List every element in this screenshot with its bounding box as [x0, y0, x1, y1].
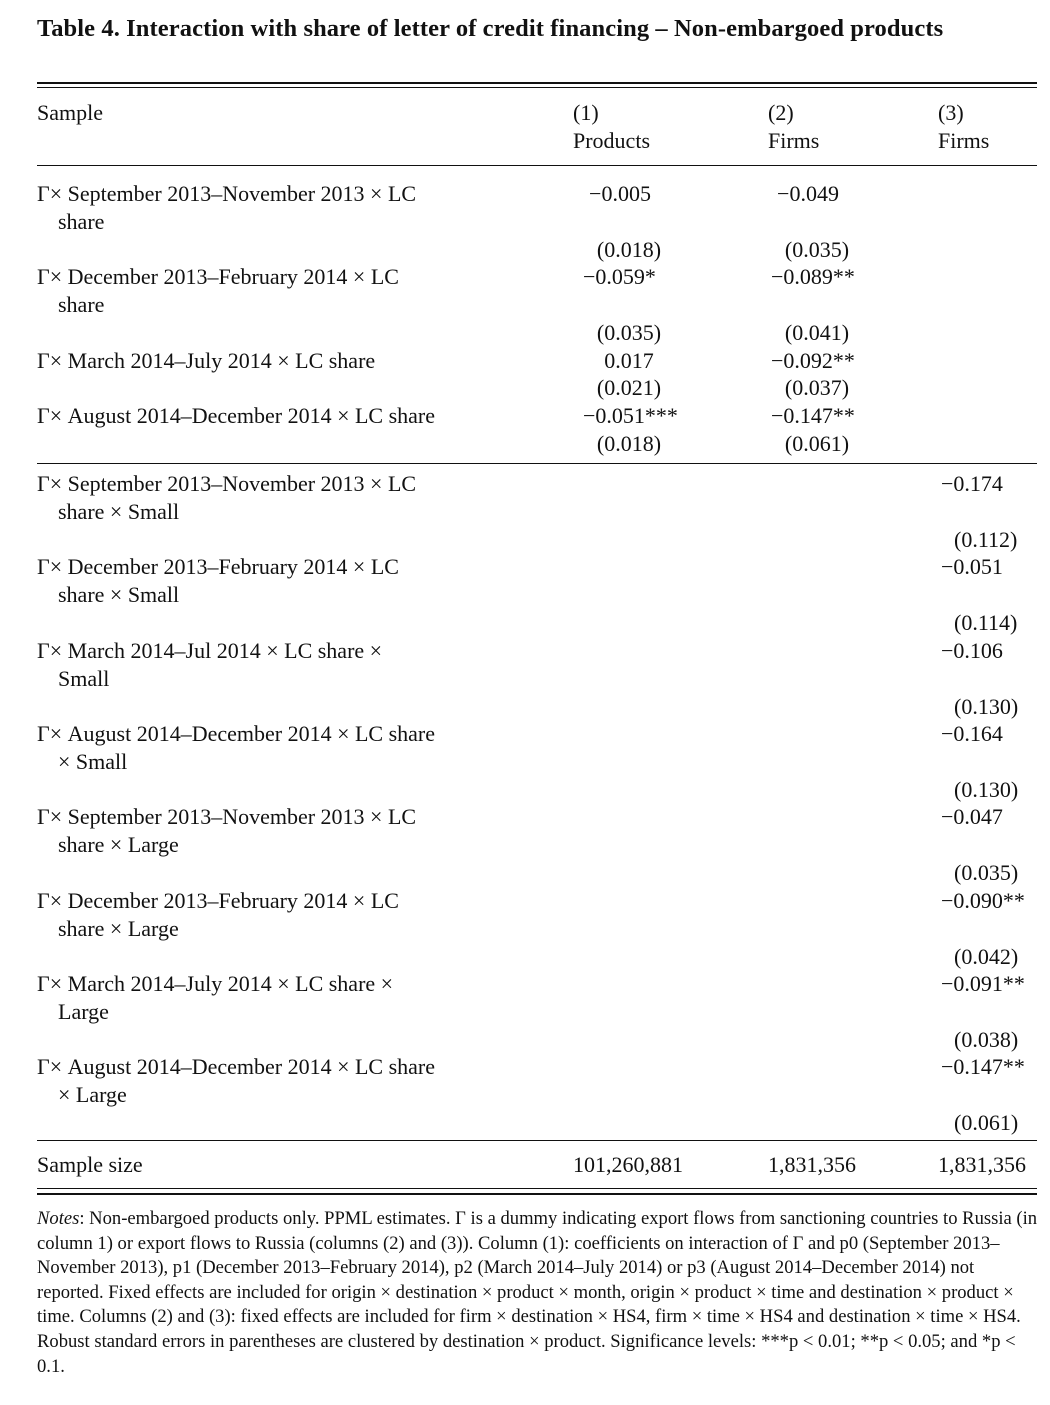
sample-size-col2: 1,831,356 — [768, 1152, 856, 1177]
se-col1: (0.018) — [596, 431, 662, 456]
header-col2-name: Firms — [768, 128, 820, 153]
se-col1: (0.035) — [596, 320, 662, 345]
se-col3: (0.114) — [954, 610, 1018, 635]
top-rule-2 — [37, 87, 1037, 88]
se-col2: (0.037) — [784, 375, 850, 400]
section-rule — [37, 463, 1037, 464]
coef-col3: −0.106 — [941, 638, 1003, 663]
header-col3-number: (3) — [938, 100, 964, 125]
coef-col3: −0.164 — [941, 721, 1003, 746]
sample-size-rule — [37, 1140, 1037, 1141]
coef-col2: −0.092** — [771, 348, 855, 373]
coef-col3: −0.174 — [941, 471, 1003, 496]
se-col3: (0.038) — [954, 1027, 1019, 1052]
header-col1-number: (1) — [573, 100, 599, 125]
header-sample-label: Sample — [37, 100, 103, 125]
coef-col1: −0.005 — [589, 181, 651, 206]
se-col3: (0.042) — [954, 944, 1019, 969]
header-rule — [37, 165, 1037, 166]
sample-size-col3: 1,831,356 — [938, 1152, 1026, 1177]
row-label-line1: Γ× December 2013–February 2014 × LC — [37, 554, 399, 579]
row-label-continuation: share × Large — [58, 916, 179, 941]
se-col3: (0.130) — [954, 777, 1019, 802]
row-label-line1: Γ× December 2013–February 2014 × LC — [37, 888, 399, 913]
notes-text: : Non-embargoed products only. PPML estimates. Γ is a dummy indicating export flows from sanctioning countries to Russia (in column 1) or export flows to Russia (columns (2) and (3)). Column (1): coefficients on interaction of Γ and p0 (September 2013–November 2013), p1 (December 2013–February 2014), p2 (March 2014–July 2014) or p3 (August 2014–December 2014) not reported. Fixed effects are included for origin × destination × product × month, origin × product × time and destination × product × time. Columns (2) and (3): fixed effects are included for firm × destination × HS4, firm × time × HS4 and destination × time × HS4. Robust standard errors in parentheses are clustered by destination × product. Significance levels: ***p < 0.01; **p < 0.05; and *p < 0.1. — [37, 1208, 1038, 1377]
row-label-line1: Γ× September 2013–November 2013 × LC — [37, 471, 417, 496]
coef-col3: −0.090** — [941, 888, 1025, 913]
row-label-line1: Γ× August 2014–December 2014 × LC share — [37, 403, 436, 428]
row-label-line2 — [37, 998, 109, 1026]
header-col1-name: Products — [573, 128, 650, 153]
row-label-line1: Γ× March 2014–July 2014 × LC share × — [37, 971, 394, 996]
row-label-line2 — [37, 208, 104, 236]
coef-col3: −0.047 — [941, 804, 1003, 829]
row-label-line2 — [37, 831, 179, 859]
row-label-continuation: share × Small — [58, 582, 180, 607]
bottom-rule-2 — [37, 1193, 1037, 1195]
header-col3-name: Firms — [938, 128, 990, 153]
row-label-line2 — [37, 665, 109, 693]
row-label-continuation: Large — [58, 999, 109, 1024]
header-col2-number: (2) — [768, 100, 794, 125]
se-col3: (0.130) — [954, 694, 1019, 719]
row-label-line1: Γ× December 2013–February 2014 × LC — [37, 264, 399, 289]
row-label-continuation: × Large — [58, 1082, 127, 1107]
row-label-continuation: share × Small — [58, 499, 180, 524]
se-col1: (0.018) — [596, 237, 662, 262]
coef-col1: 0.017 — [604, 348, 654, 373]
row-label-continuation: × Small — [58, 749, 128, 774]
row-label-line2 — [37, 291, 104, 319]
row-label-continuation: share × Large — [58, 832, 179, 857]
table-title: Table 4. Interaction with share of letter of credit financing – Non-embargoed products — [37, 15, 944, 42]
row-label-continuation: share — [58, 209, 105, 234]
coef-col3: −0.147** — [941, 1054, 1025, 1079]
bottom-rule-1 — [37, 1188, 1037, 1189]
row-label-continuation: share — [58, 292, 105, 317]
row-label-line1: Γ× August 2014–December 2014 × LC share — [37, 721, 436, 746]
se-col2: (0.061) — [784, 431, 850, 456]
row-label-line1: Γ× August 2014–December 2014 × LC share — [37, 1054, 436, 1079]
row-label-line1: Γ× March 2014–Jul 2014 × LC share × — [37, 638, 383, 663]
coef-col3: −0.051 — [941, 554, 1003, 579]
sample-size-label: Sample size — [37, 1152, 143, 1177]
notes-lead: Notes — [37, 1208, 80, 1229]
se-col3: (0.061) — [954, 1110, 1019, 1135]
row-label-line2 — [37, 1081, 127, 1109]
row-label-line2 — [37, 498, 179, 526]
row-label-line2 — [37, 581, 179, 609]
table-notes — [37, 1207, 1042, 1379]
coef-col2: −0.089** — [771, 264, 855, 289]
sample-size-col1: 101,260,881 — [573, 1152, 683, 1177]
top-rule-1 — [37, 82, 1037, 84]
coef-col1: −0.059* — [583, 264, 656, 289]
row-label-line1: Γ× March 2014–July 2014 × LC share — [37, 348, 376, 373]
coef-col2: −0.049 — [777, 181, 839, 206]
se-col2: (0.041) — [784, 320, 850, 345]
se-col1: (0.021) — [596, 375, 662, 400]
coef-col3: −0.091** — [941, 971, 1025, 996]
se-col3: (0.112) — [954, 527, 1018, 552]
row-label-line1: Γ× September 2013–November 2013 × LC — [37, 181, 417, 206]
row-label-continuation: Small — [58, 666, 110, 691]
se-col2: (0.035) — [784, 237, 850, 262]
coef-col2: −0.147** — [771, 403, 855, 428]
row-label-line2 — [37, 748, 127, 776]
se-col3: (0.035) — [954, 860, 1019, 885]
row-label-line2 — [37, 915, 179, 943]
coef-col1: −0.051*** — [583, 403, 678, 428]
row-label-line1: Γ× September 2013–November 2013 × LC — [37, 804, 417, 829]
